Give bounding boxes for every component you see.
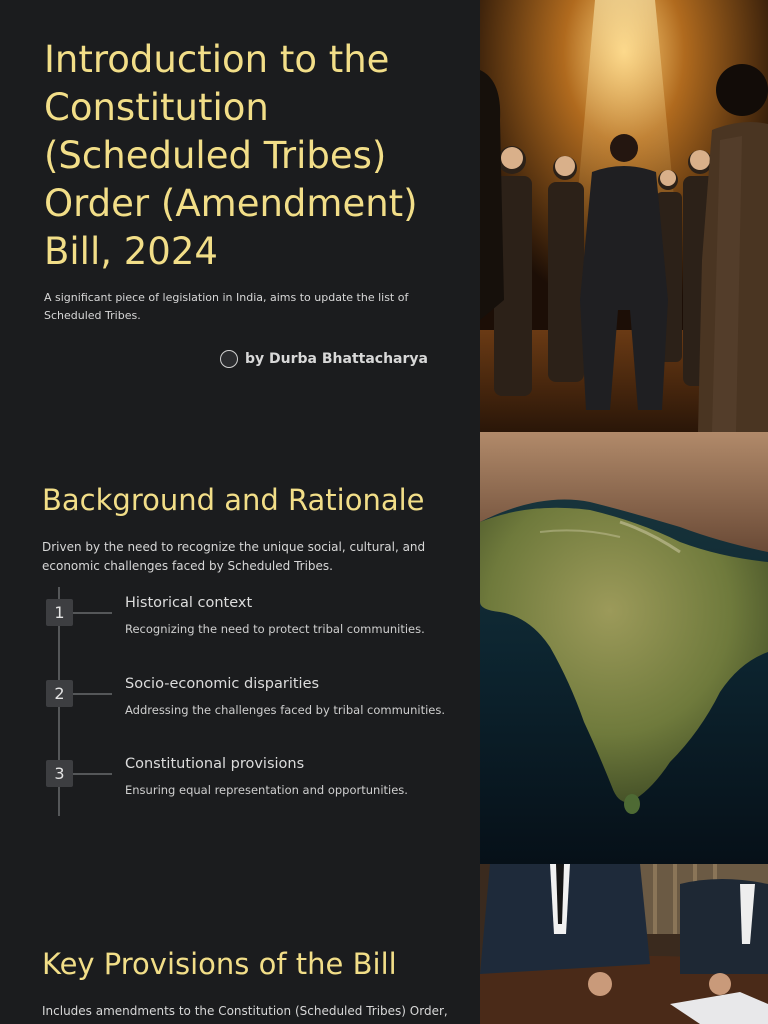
step-number: 2 xyxy=(46,680,73,707)
step-connector xyxy=(73,693,112,695)
step-description: Ensuring equal representation and opportunities. xyxy=(125,783,408,797)
step-title: Socio-economic disparities xyxy=(125,676,320,692)
people-gathering-image xyxy=(480,0,768,432)
step-connector xyxy=(73,773,112,775)
author-name: by Durba Bhattacharya xyxy=(245,351,428,367)
india-map-image xyxy=(480,432,768,864)
author-byline xyxy=(220,348,428,370)
background-intro: Driven by the need to recognize the unique social, cultural, and economic challenges faced by Scheduled Tribes. xyxy=(42,540,426,573)
key-provisions-intro: Includes amendments to the Constitution (Scheduled Tribes) Order, xyxy=(42,1004,448,1018)
timeline-step xyxy=(46,595,466,659)
background-heading: Background and Rationale xyxy=(42,483,425,517)
step-number: 1 xyxy=(46,599,73,626)
meeting-table-image xyxy=(480,864,768,1024)
step-description: Addressing the challenges faced by tribal communities. xyxy=(125,703,446,717)
step-description: Recognizing the need to protect tribal communities. xyxy=(125,622,425,636)
page-title: Introduction to the Constitution (Scheduled Tribes) Order (Amendment) Bill, 2024 xyxy=(44,38,418,273)
timeline-step xyxy=(46,676,466,740)
step-number: 3 xyxy=(46,760,73,787)
page-subtitle: A significant piece of legislation in India, aims to update the list of Scheduled Tribes. xyxy=(44,291,409,322)
image-column xyxy=(480,0,768,1024)
step-connector xyxy=(73,612,112,614)
timeline-step xyxy=(46,756,466,820)
key-provisions-heading: Key Provisions of the Bill xyxy=(42,947,397,981)
step-title: Constitutional provisions xyxy=(125,756,305,772)
step-title: Historical context xyxy=(125,595,253,611)
avatar xyxy=(220,350,238,368)
